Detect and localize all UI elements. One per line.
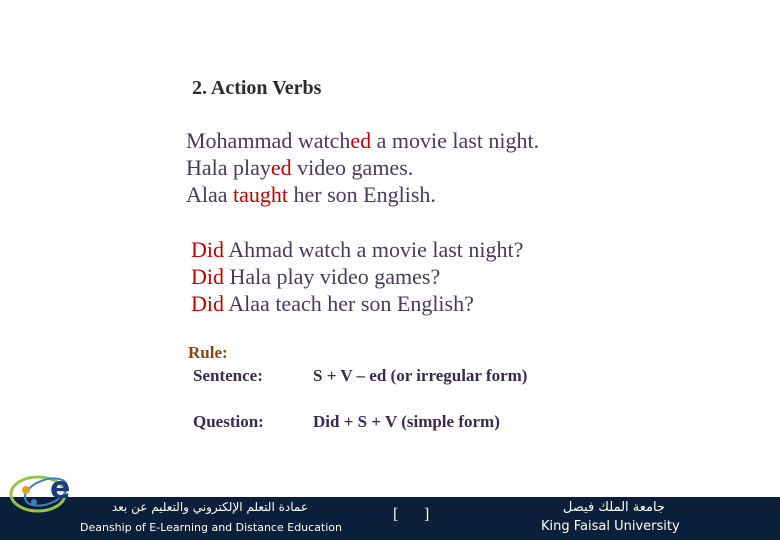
past-sentence-1 [186,128,539,154]
question-text: Ahmad watch a movie last night? [224,237,524,262]
svg-text:e: e [50,471,71,506]
sentence-text: video games. [291,155,414,180]
sentence-text: Alaa [186,182,234,207]
university-arabic: جامعة الملك فيصل [562,500,665,515]
past-sentence-3 [186,182,436,208]
auxiliary-did: Did [191,237,224,262]
rule-heading: Rule: [188,343,228,362]
sentence-text: a movie last night. [371,128,540,153]
deanship-english: Deanship of E-Learning and Distance Education [80,521,343,534]
question-1 [191,237,523,263]
sentence-text: Hala play [186,155,271,180]
bracket-left: [ [393,506,399,523]
question-2 [191,264,440,290]
question-formula: Did + S + V (simple form) [313,412,500,431]
question-text: Hala play video games? [224,264,441,289]
sentence-formula: S + V – ed (or irregular form) [313,366,528,385]
auxiliary-did: Did [191,291,224,316]
sentence-text: her son English. [288,182,436,207]
sentence-label: Sentence: [193,366,263,385]
question-label: Question: [193,412,264,431]
question-3 [191,291,474,317]
question-text: Alaa teach her son English? [224,291,474,316]
verb-ending: ed [350,128,372,153]
university-english: King Faisal University [541,519,680,534]
irregular-verb: taught [233,182,289,207]
bracket-right: ] [424,506,430,523]
slide-title: 2. Action Verbs [192,77,322,99]
deanship-arabic: عمادة التعلم الإلكتروني والتعليم عن بعد [111,500,308,514]
auxiliary-did: Did [191,264,224,289]
elearning-logo [8,462,78,522]
sentence-text: Mohammad watch [186,128,351,153]
past-sentence-2 [186,155,413,181]
verb-ending: ed [270,155,292,180]
